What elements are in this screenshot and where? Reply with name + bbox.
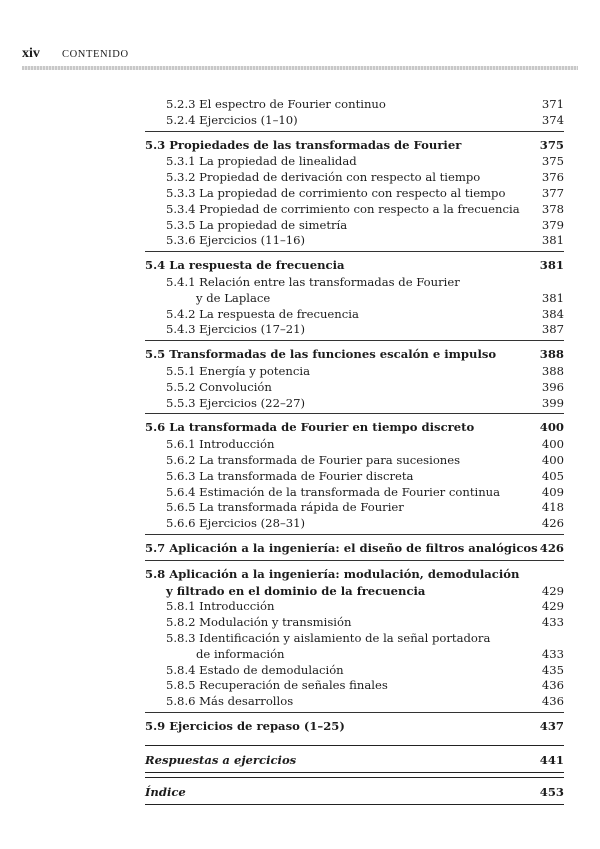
entry-page-number: 371: [541, 97, 564, 111]
toc-entry: [0, 468, 600, 484]
running-header: [22, 46, 578, 66]
entry-page-number: 377: [541, 186, 564, 200]
entry-title: 5.6.4 Estimación de la transformada de Fourier continua: [166, 484, 501, 499]
section-divider: [145, 534, 564, 535]
entry-title: 5.5.1 Energía y potencia: [166, 364, 310, 378]
entry-page-number: 433: [541, 646, 564, 661]
entry-page-number: 375: [541, 154, 564, 169]
entry-title: Índice: [145, 785, 186, 799]
section-divider: [145, 413, 564, 414]
entry-page-number: 387: [541, 322, 564, 337]
entry-page-number: 436: [541, 694, 564, 709]
toc-entry: [0, 614, 600, 630]
toc-entry: [0, 274, 600, 290]
entry-page-number: 376: [541, 170, 564, 185]
entry-title: 5.2.3 El espectro de Fourier continuo: [166, 97, 386, 111]
entry-title: 5.7 Aplicación a la ingeniería: el diseño de filtros analógicos: [145, 541, 538, 555]
toc-entry: [0, 452, 600, 468]
toc-entry: [0, 646, 600, 662]
entry-title: 5.3.4 Propiedad de corrimiento con respecto a la frecuencia: [166, 201, 520, 216]
toc-section-entry: [0, 566, 600, 582]
entry-page-number: 429: [541, 599, 564, 614]
entry-page-number: 453: [539, 785, 564, 799]
entry-title: 5.8.6 Más desarrollos: [166, 694, 294, 709]
entry-title: Respuestas a ejercicios: [145, 753, 297, 767]
entry-page-number: 418: [541, 500, 564, 515]
entry-page-number: 399: [541, 395, 564, 410]
entry-page-number: 426: [541, 516, 564, 531]
toc-entry: [0, 379, 600, 395]
entry-title: 5.6.5 La transformada rápida de Fourier: [166, 500, 404, 515]
entry-page-number: 426: [539, 541, 564, 555]
toc-section-entry: [0, 540, 600, 556]
entry-title: y filtrado en el dominio de la frecuencia: [166, 583, 426, 598]
entry-title: 5.4.3 Ejercicios (17–21): [166, 322, 306, 337]
toc-entry: [0, 321, 600, 337]
entry-title: 5.8.3 Identificación y aislamiento de la señal portadora: [166, 631, 491, 645]
entry-page-number: 374: [541, 112, 564, 127]
toc-section-entry: [0, 346, 600, 362]
section-divider: [145, 712, 564, 713]
entry-title: 5.6.3 La transformada de Fourier discreta: [166, 468, 414, 483]
toc-entry: [0, 363, 600, 379]
entry-page-number: 429: [541, 583, 564, 598]
toc-section-entry: [0, 257, 600, 273]
entry-title: 5.4.1 Relación entre las transformadas de Fourier: [166, 275, 460, 289]
section-divider: [145, 131, 564, 132]
section-divider: [145, 340, 564, 341]
toc-entry: [0, 96, 600, 112]
entry-page-number: 378: [541, 201, 564, 216]
toc-back-matter-entry: [0, 752, 600, 768]
back-matter-underline: [145, 804, 564, 805]
toc-section-entry: [0, 718, 600, 734]
toc-entry: [0, 583, 600, 599]
entry-title: de información: [196, 646, 285, 661]
back-matter-rule: [145, 777, 564, 778]
entry-title: 5.8 Aplicación a la ingeniería: modulación, demodulación: [145, 566, 520, 581]
entry-title: 5.8.4 Estado de demodulación: [166, 662, 344, 677]
toc-entry: [0, 395, 600, 411]
entry-page-number: 384: [541, 306, 564, 321]
toc-entry: [0, 153, 600, 169]
entry-page-number: 400: [539, 420, 564, 435]
entry-title: 5.5.3 Ejercicios (22–27): [166, 395, 306, 410]
running-title: CONTENIDO: [62, 49, 129, 60]
entry-page-number: 375: [539, 137, 564, 152]
back-matter-rule: [145, 745, 564, 746]
entry-page-number: 381: [539, 258, 564, 273]
entry-title: 5.3.3 La propiedad de corrimiento con respecto al tiempo: [166, 186, 506, 200]
entry-page-number: 400: [541, 453, 564, 467]
entry-page-number: 400: [541, 437, 564, 452]
toc-entry: [0, 677, 600, 693]
entry-page-number: 381: [541, 290, 564, 305]
entry-page-number: 405: [541, 468, 564, 483]
toc-entry: [0, 217, 600, 233]
section-divider: [145, 251, 564, 252]
entry-title: 5.4.2 La respuesta de frecuencia: [166, 306, 359, 321]
entry-title: 5.6.2 La transformada de Fourier para sucesiones: [166, 453, 461, 467]
toc-entry: [0, 112, 600, 128]
entry-page-number: 435: [541, 662, 564, 677]
entry-page-number: 381: [541, 233, 564, 248]
entry-title: y de Laplace: [196, 290, 271, 305]
entry-page-number: 396: [541, 379, 564, 394]
entry-page-number: 436: [541, 678, 564, 693]
toc-entry: [0, 630, 600, 646]
toc-entry: [0, 484, 600, 500]
entry-title: 5.8.1 Introducción: [166, 599, 275, 614]
entry-title: 5.6 La transformada de Fourier en tiempo discreto: [145, 420, 475, 435]
section-divider: [145, 560, 564, 561]
entry-title: 5.3.2 Propiedad de derivación con respecto al tiempo: [166, 170, 481, 185]
toc-entry: [0, 598, 600, 614]
toc-entry: [0, 306, 600, 322]
toc-entry: [0, 515, 600, 531]
entry-title: 5.2.4 Ejercicios (1–10): [166, 112, 298, 127]
entry-title: 5.8.2 Modulación y transmisión: [166, 615, 352, 630]
entry-page-number: 433: [541, 615, 564, 630]
toc-entry: [0, 499, 600, 515]
toc-entry: [0, 290, 600, 306]
entry-title: 5.8.5 Recuperación de señales finales: [166, 678, 388, 693]
page-number: xiv: [22, 46, 40, 61]
toc-entry: [0, 201, 600, 217]
entry-title: 5.4 La respuesta de frecuencia: [145, 258, 345, 273]
entry-page-number: 388: [541, 364, 564, 378]
entry-title: 5.3.5 La propiedad de simetría: [166, 217, 348, 232]
entry-title: 5.6.1 Introducción: [166, 437, 275, 452]
back-matter-underline: [145, 772, 564, 773]
entry-page-number: 437: [539, 719, 564, 733]
entry-title: 5.3 Propiedades de las transformadas de Fourier: [145, 137, 462, 152]
entry-page-number: 409: [541, 484, 564, 499]
entry-title: 5.6.6 Ejercicios (28–31): [166, 516, 306, 531]
entry-title: 5.9 Ejercicios de repaso (1–25): [145, 719, 345, 733]
entry-page-number: 441: [539, 753, 564, 767]
toc-back-matter-entry: [0, 784, 600, 800]
entry-title: 5.5.2 Convolución: [166, 379, 272, 394]
toc-section-entry: [0, 137, 600, 153]
entry-title: 5.3.6 Ejercicios (11–16): [166, 233, 306, 248]
entry-page-number: 379: [541, 217, 564, 232]
toc-entry: [0, 185, 600, 201]
toc-entry: [0, 169, 600, 185]
entry-title: 5.5 Transformadas de las funciones escalón e impulso: [145, 347, 497, 362]
entry-title: 5.3.1 La propiedad de linealidad: [166, 154, 357, 169]
toc-entry: [0, 693, 600, 709]
header-rule: [22, 66, 578, 70]
toc-section-entry: [0, 419, 600, 435]
entry-page-number: 388: [539, 347, 564, 362]
toc-entry: [0, 662, 600, 678]
toc-entry: [0, 232, 600, 248]
toc-entry: [0, 436, 600, 452]
